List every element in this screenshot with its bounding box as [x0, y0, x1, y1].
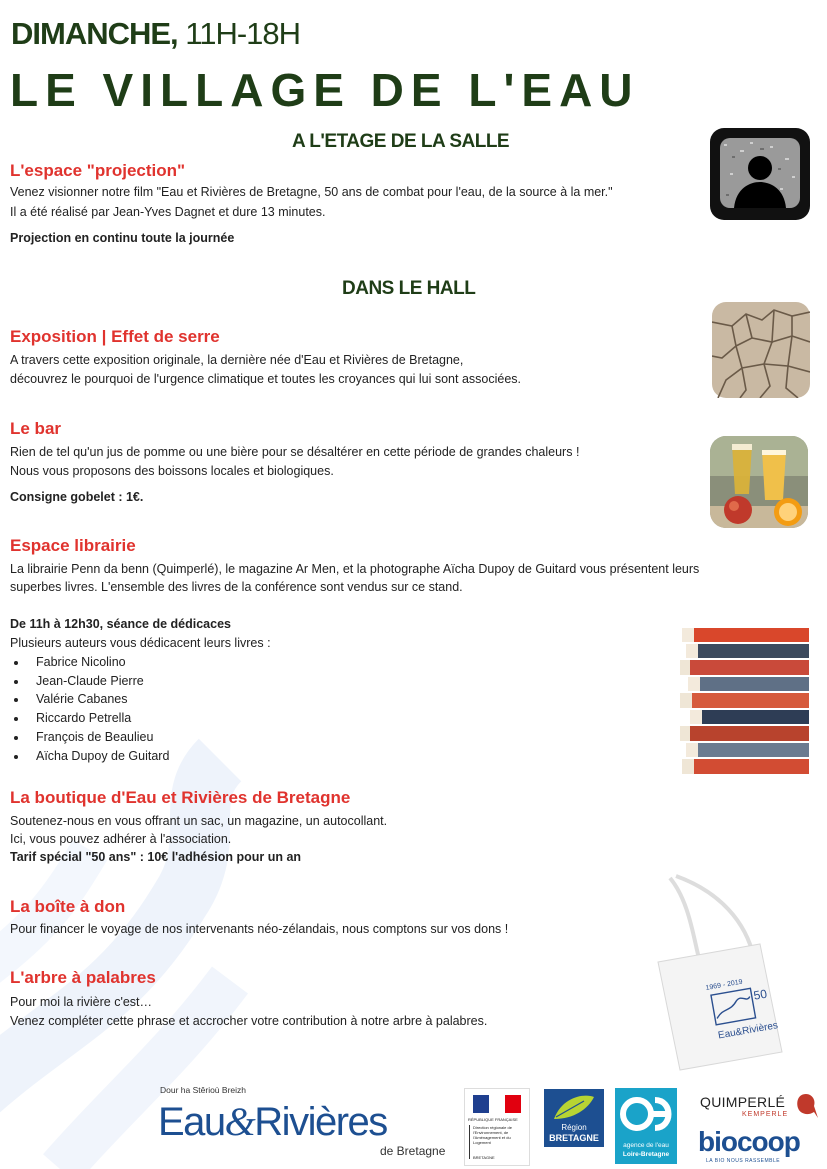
- leaf-icon: [544, 1089, 604, 1123]
- erb-name-rivieres: Rivières: [254, 1100, 387, 1144]
- projection-text-2: Il a été réalisé par Jean-Yves Dagnet et dure 13 minutes.: [10, 205, 326, 219]
- dedicaces-intro: Plusieurs auteurs vous dédicacent leurs livres :: [10, 636, 271, 650]
- librairie-title: Espace librairie: [10, 536, 136, 555]
- librairie-text-1: La librairie Penn da benn (Quimperlé), le magazine Ar Men, et la photographe Aïcha Dupoy de Guitard vous présentent leurs: [10, 562, 700, 576]
- dry-cracked-earth-image: [712, 302, 810, 398]
- list-item: • Riccardo Petrella: [28, 709, 169, 728]
- kemperle-label: KEMPERLE: [742, 1111, 789, 1118]
- page-title: LE VILLAGE DE L'EAU: [10, 64, 640, 116]
- tv-silhouette-image: [710, 128, 810, 220]
- projection-title: L'espace "projection": [10, 161, 186, 180]
- boutique-text-1: Soutenez-nous en vous offrant un sac, un magazine, un autocollant.: [10, 814, 388, 828]
- erb-sub: de Bretagne: [380, 1144, 446, 1158]
- arbre-title: L'arbre à palabres: [10, 968, 156, 987]
- arbre-text-2: Venez compléter cette phrase et accrocher votre contribution à notre arbre à palabres.: [10, 1014, 488, 1028]
- quimperle-label: QUIMPERLÉ: [700, 1094, 786, 1110]
- dedicaces-heading: De 11h à 12h30, séance de dédicaces: [10, 617, 231, 631]
- biocoop-wordmark: biocoop: [698, 1126, 800, 1157]
- prefecture-text-1: RÉPUBLIQUE FRANÇAISE: [468, 1117, 518, 1122]
- day-heading: [11, 14, 300, 54]
- divider: [469, 1125, 470, 1159]
- arbre-text-1: Pour moi la rivière c'est…: [10, 995, 153, 1009]
- librairie-text-2: superbes livres. L'ensemble des livres de la conférence sont vendus sur ce stand.: [10, 580, 463, 594]
- authors-list: [10, 653, 169, 765]
- list-item: • Jean-Claude Pierre: [28, 672, 169, 691]
- biocoop-logo: [698, 1126, 818, 1166]
- erb-tagline: Dour ha Stêrioù Breizh: [160, 1085, 246, 1095]
- agence-eau-logo: [615, 1088, 677, 1164]
- boutique-title: La boutique d'Eau et Rivières de Bretagne: [10, 788, 351, 807]
- bar-text-2: Nous vous proposons des boissons locales et biologiques.: [10, 464, 334, 478]
- svg-text:Eau&Rivières: Eau&Rivières: [717, 1020, 779, 1042]
- erb-wordmark: [158, 1098, 387, 1145]
- agence-label-1: agence de l'eau: [623, 1142, 669, 1149]
- bar-text-1: Rien de tel qu'un jus de pomme ou une bière pour se désaltérer en cette période de grandes chaleurs !: [10, 445, 580, 459]
- projection-note: Projection en continu toute la journée: [10, 231, 235, 245]
- boutique-text-2: Ici, vous pouvez adhérer à l'association.: [10, 832, 232, 846]
- list-item: • Valérie Cabanes: [28, 690, 169, 709]
- bar-title: Le bar: [10, 419, 62, 438]
- list-item: • Aïcha Dupoy de Guitard: [28, 747, 169, 766]
- section-etage-heading: A L'ETAGE DE LA SALLE: [292, 131, 510, 152]
- day-label: DIMANCHE,: [11, 16, 178, 51]
- exposition-text-2: découvrez le pourquoi de l'urgence climatique et toutes les croyances qui lui sont associées.: [10, 372, 522, 386]
- agence-ae-icon: [615, 1088, 677, 1140]
- prefecture-logo: [464, 1088, 530, 1166]
- projection-text-1: Venez visionner notre film "Eau et Rivières de Bretagne, 50 ans de combat pour l'eau, de la source à la mer.": [10, 185, 613, 199]
- erb-logo: [158, 1080, 458, 1165]
- time-label: 11H-18H: [177, 16, 301, 51]
- svg-text:1969 - 2019: 1969 - 2019: [705, 978, 744, 992]
- quimperle-q-icon: [794, 1092, 818, 1120]
- list-item: • Fabrice Nicolino: [28, 653, 169, 672]
- don-text-1: Pour financer le voyage de nos intervenants néo-zélandais, nous comptons sur vos dons !: [10, 922, 509, 936]
- boutique-tarif: Tarif spécial "50 ans" : 10€ l'adhésion pour un an: [10, 850, 302, 864]
- svg-text:50: 50: [752, 986, 769, 1003]
- prefecture-text-3: BRETAGNE: [473, 1155, 495, 1160]
- region-name-label: BRETAGNE: [549, 1133, 599, 1143]
- quimperle-logo: [700, 1094, 824, 1124]
- books-stack-image: [680, 626, 809, 776]
- exposition-text-1: A travers cette exposition originale, la dernière née d'Eau et Rivières de Bretagne,: [10, 353, 464, 367]
- biocoop-sub: LA BIO NOUS RASSEMBLE: [706, 1158, 781, 1164]
- marianne-icon: [473, 1095, 521, 1113]
- list-item: • François de Beaulieu: [28, 728, 169, 747]
- region-bretagne-logo: [544, 1089, 604, 1147]
- don-title: La boîte à don: [10, 897, 126, 916]
- exposition-title: Exposition | Effet de serre: [10, 327, 220, 346]
- drinks-image: [710, 436, 808, 528]
- bar-note: Consigne gobelet : 1€.: [10, 490, 144, 504]
- tote-bag-image: [650, 872, 795, 1072]
- prefecture-text-2: Direction régionale de l'Environnement, de l'Aménagement et du Logement: [473, 1125, 512, 1145]
- section-hall-heading: DANS LE HALL: [342, 278, 476, 299]
- erb-ampersand: &: [224, 1099, 255, 1144]
- region-top-label: Région: [561, 1123, 587, 1132]
- agence-label-2: Loire-Bretagne: [622, 1151, 670, 1158]
- erb-name-eau: Eau: [158, 1100, 225, 1144]
